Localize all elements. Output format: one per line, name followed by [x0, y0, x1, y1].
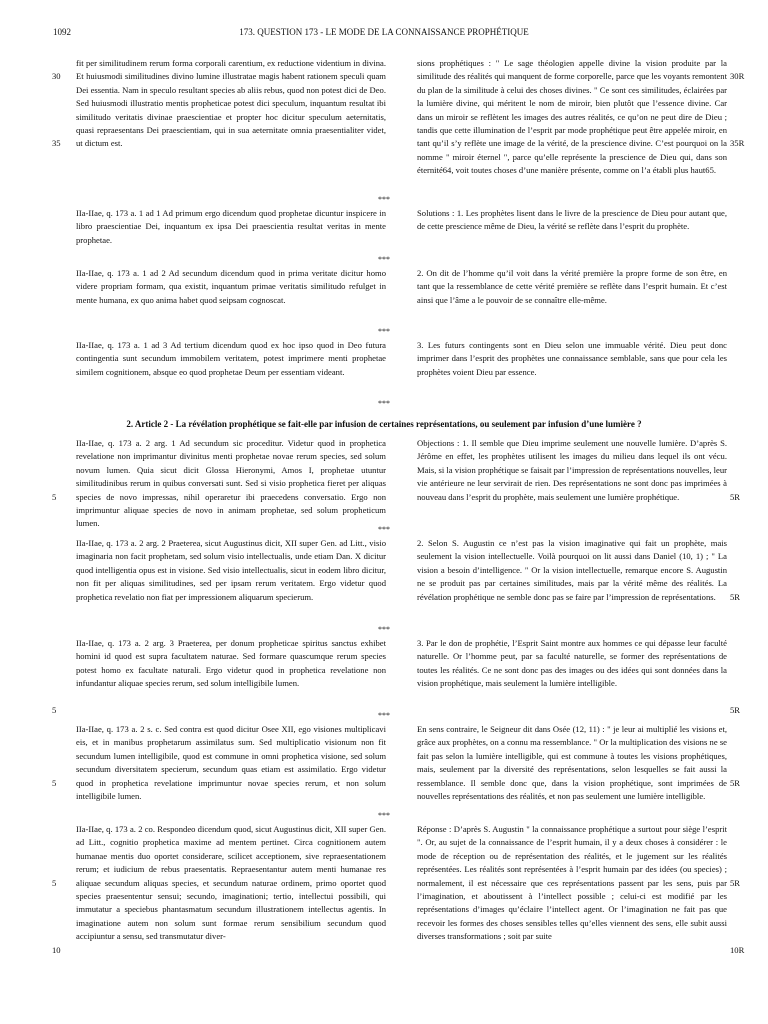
latin-paragraph: IIa-IIae, q. 173 a. 2 co. Respondeo dicendum quod, sicut Augustinus dicit, XII super Gen. ad Litt., cognitio prophetica maxime ad mentem pertinet. Circa cognitionem autem humanae mentis duo oportet considerare, scilicet acceptionem, sive repraesentationem rerum; et iudicium de rebus praesentatis. Repraesentantur autem menti humanae res aliquae secundum aliquas species, et secundum naturae ordinem, primo oportet quod species praesententur sensui; secundo, imaginationi; tertio, intellectui possibili, qui immutatur a speciebus phantasmatum secundum illustrationem intellectus agentis. In imaginatione autem non solum sunt formae rerum sensibilium secundum quod accipiuntur a sensu, sed transmutatur diver- — [76, 824, 386, 942]
line-number-left: 5 — [52, 491, 57, 502]
french-paragraph: En sens contraire, le Seigneur dit dans Osée (12, 11) : " je leur ai multiplié les visions et, grâce aux prophètes, on a connu ma ressemblance. " Or la multiplication des visions ne se fait pas selon la lumière intelligible, qui est commune à toutes les visions prophétiques, mais, seulement par la diversité des représentations, selon lesquelles se fait aussi la ressemblance. Il semble donc que, dans la vision prophétique, sont imprimées de nouvelles représentations des réalités, et non pas seulement une lumière intelligible. — [417, 724, 727, 802]
running-title: 173. QUESTION 173 - LE MODE DE LA CONNAISSANCE PROPHÉTIQUE — [239, 27, 529, 37]
french-paragraph: Réponse : D’après S. Augustin " la connaissance prophétique a surtout pour siège l’esprit ". Or, au sujet de la connaissance de l’esprit humain, il y a deux choses à considérer : le mode de réception ou de représentation des réalités, et le jugement sur les réalités représentées. Les réalités sont représentées à l’esprit humain par des idées (ou species) ; normalement, il est nécessaire que ces représentations passent par les sens, puis par l’imagination, et aboutissent à l’intellect possible ; celui-ci est modifié par les représentations d’images qu’éclaire l’intellect agent. Or l’imagination ne fait pas que recevoir les formes des choses sensibles telles qu’elles viennent des sens, elle subit aussi diverses transformations ; soit par suite — [417, 824, 727, 942]
french-paragraph: 2. On dit de l’homme qu’il voit dans la vérité première la propre forme de son être, en tant que la ressemblance de cette vérité première se reflète dans l’esprit humain. Et c’est ainsi que l’âme a le pouvoir de se connaître elle-même. — [417, 268, 727, 305]
separator: *** — [378, 525, 390, 534]
text-block — [0, 637, 768, 715]
latin-paragraph: IIa-IIae, q. 173 a. 2 arg. 1 Ad secundum sic proceditur. Videtur quod in prophetica revelatione non imprimantur divinitus menti prophetae novae rerum species, sed solum novum lumen. Quia sicut dicit Glossa Hieronymi, Amos I, prophetae utuntur similitudinibus rerum in quibus conversati sunt. Sed si visio prophetica fieret per aliquas species de novo impressas, nihil operaretur ibi praecedens conversatio. Ergo non imprimuntur aliquae species de novo in animam prophetae, sed solum propheticum lumen. — [76, 438, 386, 529]
latin-paragraph: IIa-IIae, q. 173 a. 2 s. c. Sed contra est quod dicitur Osee XII, ego visiones multiplicavi eis, et in manibus prophetarum assimilatus sum. Sed multiplicatio visionum non fit secundum lumen intelligibile, quod est commune in omni prophetica visione, sed solum secundum diversitatem specierum, secundum quas etiam est assimilatio. Ergo videtur quod in prophetica revelatione imprimuntur novae species rerum, et non solum intelligibile lumen. — [76, 724, 386, 802]
french-paragraph: 3. Les futurs contingents sont en Dieu selon une immuable vérité. Dieu peut donc imprimer dans l’esprit des prophètes une connaissance semblable, sans que pour cela les prophètes voient Dieu par essence. — [417, 340, 727, 377]
latin-paragraph: fit per similitudinem rerum forma corporali carentium, ex reductione videntium in divina. Et huiusmodi similitudines divino lumine illustratae magis habent rationem speculi quam Dei essentia. Nam in speculo resultant species ab aliis rebus, quod non potest dici de Deo. Sed huiusmodi illustratio mentis propheticae potest dici speculum, inquantum resultat ibi similitudo veritatis divinae praescientiae et propter hoc dicitur speculum aeternitatis, quasi repraesentans Dei praescientiam, qui in sua aeternitate omnia praesentialiter videt, ut dictum est. — [76, 58, 386, 149]
french-paragraph: 3. Par le don de prophétie, l’Esprit Saint montre aux hommes ce qui dépasse leur faculté naturelle. Or l’homme peut, par sa faculté naturelle, se former des représentations de toutes les réalités. Ce ne sont donc pas des images ou des idées qui sont données dans la vision prophétique, mais seulement la lumière intelligible. — [417, 638, 727, 689]
page-header — [0, 27, 768, 41]
separator: *** — [378, 625, 390, 634]
separator: *** — [378, 327, 390, 336]
french-paragraph: sions prophétiques : " Le sage théologien appelle divine la vision produite par la similitude des réalités qui manquent de forme corporelle, parce que les voyants remontent du plan de la similitude à celui des choses divines. " Ce sont ces similitudes, éclairées par la lumière divine, qui méritent le nom de miroir, bien plutôt que l’essence divine. Car dans un miroir se reflètent les images des autres réalités, ce qu’on ne peut dire de Dieu ; tandis que cette illumination de l’esprit par mode prophétique peut être appelée miroir, en tant qu’il s’y reflète une image de la vérité, de la prescience divine. C’est pourquoi on la nomme " miroir éternel ", parce qu’elle représente la prescience de Dieu qui, dans son éternité64, voit toutes choses d’une manière présente, comme on l’a établi plus haut65. — [417, 58, 727, 176]
text-block — [0, 823, 768, 957]
separator: *** — [378, 811, 390, 820]
french-paragraph: Objections : 1. Il semble que Dieu imprime seulement une nouvelle lumière. D’après S. Jérôme en effet, les prophètes utilisent les images du milieu dans lequel ils ont vécu. Mais, si la vision prophétique se faisait par l’impression de représentations nouvelles, leur vie antérieure ne leur servirait de rien. Des représentations ne sont donc pas imprimées à nouveau dans l’esprit du prophète, mais seulement une lumière prophétique. — [417, 438, 727, 502]
line-number-right: 35R — [730, 138, 745, 149]
french-paragraph: 2. Selon S. Augustin ce n’est pas la vision imaginative qui fait un prophète, mais seulement la vision intellectuelle. Voilà pourquoi on lit aussi dans Daniel (10, 1) ; " La vision a besoin d’intelligence. " Or la vision intellectuelle, remarque encore S. Augustin ne se produit pas par certaines similitudes, mais par la vérité même des réalités. La révélation prophétique ne semble donc pas se faire par l’impression de représentations. — [417, 538, 727, 602]
text-block — [0, 267, 768, 323]
separator: *** — [378, 711, 390, 720]
separator: *** — [378, 399, 390, 408]
french-paragraph: Solutions : 1. Les prophètes lisent dans le livre de la prescience de Dieu pour autant que, de cette prescience même de Dieu, la vérité se reflète dans l’esprit du prophète. — [417, 208, 727, 232]
latin-paragraph: IIa-IIae, q. 173 a. 1 ad 1 Ad primum ergo dicendum quod prophetae dicuntur inspicere in libro praescientiae Dei, inquantum ex ipsa Dei praescientia resultat veritas in mente prophetae. — [76, 208, 386, 245]
latin-paragraph: IIa-IIae, q. 173 a. 2 arg. 3 Praeterea, per donum propheticae spiritus sanctus exhibet homini id quod est supra facultatem naturae. Sed formare quascumque rerum species potest homo ex facultate naturali. Ergo videtur quod in prophetica revelatione non infundantur aliquae species rerum, sed solum intelligibile lumen. — [76, 638, 386, 689]
latin-paragraph: IIa-IIae, q. 173 a. 1 ad 3 Ad tertium dicendum quod ex hoc ipso quod in Deo futura contingentia sunt secundum immobilem veritatem, potest imprimere menti prophetae similem cognitionem, absque eo quod prophetae Deum per essentiam videant. — [76, 340, 386, 377]
line-number-right: 10R — [730, 944, 745, 955]
line-number-left: 35 — [52, 138, 61, 149]
line-number-left: 5 — [52, 777, 57, 788]
article-heading: 2. Article 2 - La révélation prophétique se fait-elle par infusion de certaines représentations, ou seulement par infusion d’une lumière ? — [126, 419, 642, 429]
line-number-right: 5R — [730, 777, 741, 788]
line-number-right: 5R — [730, 705, 741, 715]
page-number: 1092 — [53, 27, 71, 37]
document-body — [0, 57, 768, 959]
line-number-right: 5R — [730, 591, 741, 602]
line-number-right: 5R — [730, 877, 741, 888]
line-number-left: 30 — [52, 71, 61, 82]
latin-paragraph: IIa-IIae, q. 173 a. 1 ad 2 Ad secundum dicendum quod in prima veritate dicitur homo videre propriam formam, qua existit, inquantum primae veritatis similitudo refulget in mente humana, ex quo anima habet quod seipsam cognoscat. — [76, 268, 386, 305]
line-number-left: 5 — [52, 877, 57, 888]
text-block — [0, 57, 768, 191]
text-block — [0, 339, 768, 395]
line-number-left: 10 — [52, 944, 61, 955]
separator: *** — [378, 255, 390, 264]
line-number-right: 5R — [730, 491, 741, 502]
text-block — [0, 537, 768, 621]
line-number-right: 30R — [730, 71, 745, 82]
text-block — [0, 207, 768, 251]
text-block — [0, 437, 768, 529]
text-block — [0, 723, 768, 807]
separator: *** — [378, 195, 390, 204]
latin-paragraph: IIa-IIae, q. 173 a. 2 arg. 2 Praeterea, sicut Augustinus dicit, XII super Gen. ad Litt., visio imaginaria non facit prophetam, sed solum visio intellectualis, unde etiam Dan. X dicitur quod intelligentia opus est in visione. Sed visio intellectualis, sicut in eodem libro dicitur, non fit per aliquas similitudines, sed per ipsam rerum veritatem. Ergo videtur quod prophetica revelatio non fiat per impressionem aliquarum specierum. — [76, 538, 386, 602]
line-number-left: 5 — [52, 705, 57, 715]
